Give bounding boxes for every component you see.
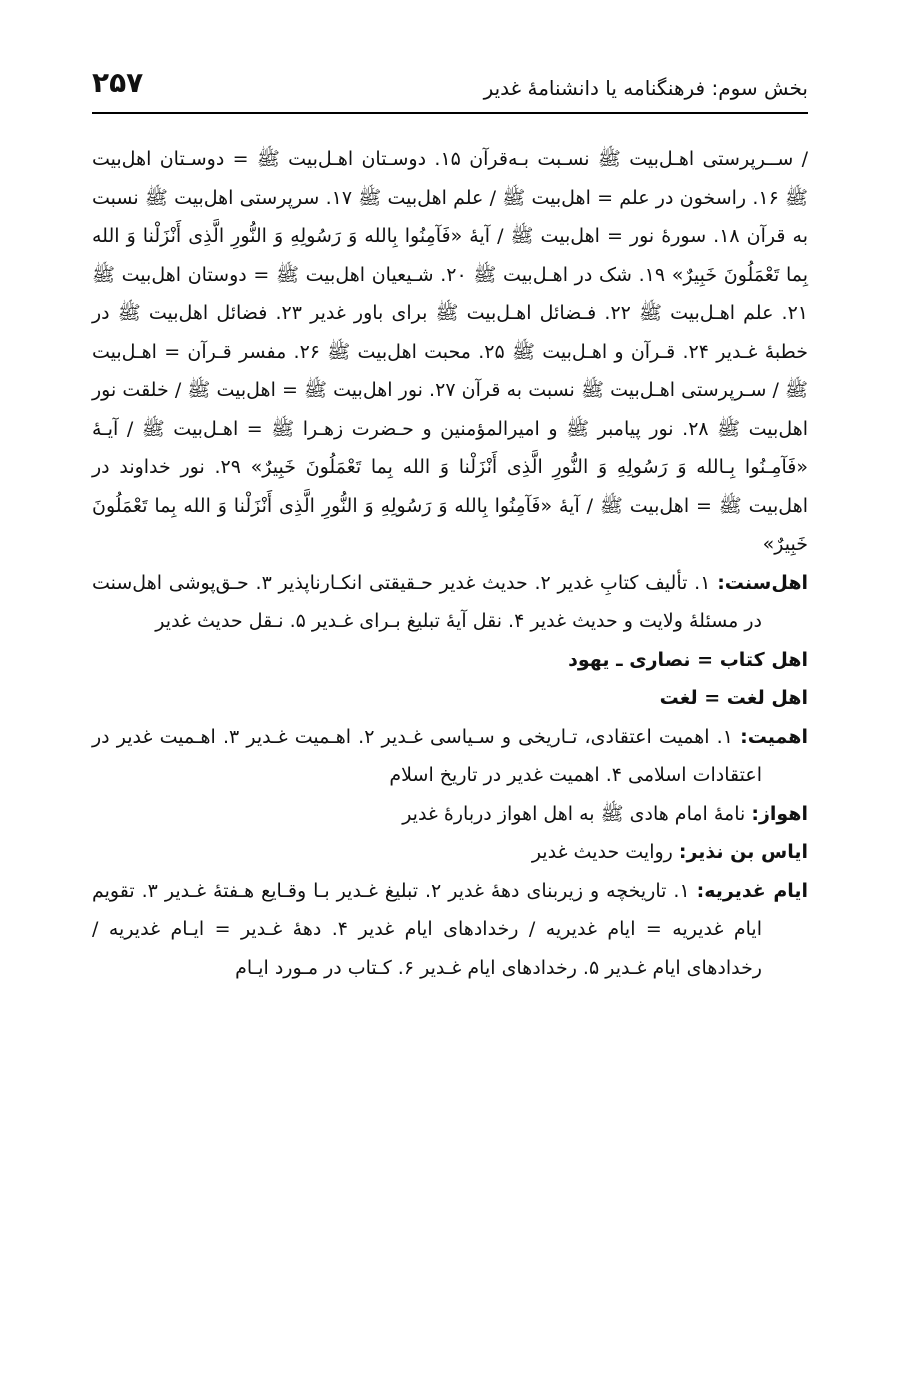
entry-ahl-ketab [92, 641, 808, 680]
entry-term: ایاس بن نذیر: [678, 841, 808, 863]
page-content [92, 140, 808, 987]
entry-term: اهواز: [751, 802, 808, 825]
entry-term: اهمیت: [740, 725, 808, 748]
entry-body: ۱. تألیف کتابِ غدیر ۲. حدیث غدیر حـقیقتی انکـارناپذیر ۳. حـق‌پوشی اهل‌سنت در مسئلهٔ ولایت و حدیث غدیر ۴. نقل آیهٔ تبلیغ بـرای غـدیر ۵. نـقل حدیث غدیر [92, 571, 762, 632]
entry-body: روایت حدیث غدیر [531, 841, 679, 863]
entry-term: اهل لغت = لغت [659, 687, 808, 709]
page-number: ۲۵۷ [92, 66, 144, 99]
entry-ayyam-ghadiriyeh [92, 872, 808, 988]
entry-body: ۱. تاریخچه و زیربنای دههٔ غدیر ۲. تبلیغ غـدیر بـا وقـایع هـفتهٔ غـدیر ۳. تقویم ایام غدیریه = ایام غدیریه / رخدادهای ایام غدیر ۴. دههٔ غـدیر = ایـام غدیریه / رخدادهای ایام غـدیر ۵. رخدادهای ایام غـدیر ۶. کـتاب در مـورد ایـام [92, 879, 763, 979]
entry-ayas-bin-nazir [92, 833, 808, 872]
entry-term: ایام غدیریه: [696, 879, 809, 902]
entry-ahamiyat [92, 718, 808, 795]
page-header [92, 62, 808, 114]
entry-ahl-sunnat [92, 564, 808, 641]
entry-ahl-loghat [92, 679, 808, 718]
entry-term: اهل‌سنت: [717, 571, 809, 594]
entry-body: ۱. اهمیت اعتقادی، تـاریخی و سـیاسی غـدیر ۲. اهـمیت غـدیر ۳. اهـمیت غدیر در اعتقادات اسلامی ۴. اهمیت غدیر در تاریخ اسلام [92, 725, 762, 786]
entry-term: اهل کتاب = نصاری ـ یهود [568, 648, 808, 671]
intro-paragraph: / ســرپرستی اهـل‌بیت ﷺ نسـبت بـه‌قرآن ۱۵. دوسـتان اهـل‌بیت ﷺ = دوسـتان اهل‌بیت ﷺ ۱۶. راسخون در علم = اهل‌بیت ﷺ / علم اهل‌بیت ﷺ ۱۷. سرپرستی اهل‌بیت ﷺ نسبت به قرآن ۱۸. سورهٔ نور = اهل‌بیت ﷺ / آیهٔ «فَآمِنُوا بِالله وَ رَسُولِهِ وَ النُّورِ الَّذِی أَنْزَلْنا وَ الله بِما تَعْمَلُونَ خَبِیرٌ» ۱۹. شک در اهـل‌بیت ﷺ ۲۰. شـیعیان اهل‌بیت ﷺ = دوستان اهل‌بیت ﷺ ۲۱. علم اهـل‌بیت ﷺ ۲۲. فـضائل اهـل‌بیت ﷺ برای باور غدیر ۲۳. فضائل اهل‌بیت ﷺ در خطبهٔ غـدیر ۲۴. قـرآن و اهـل‌بیت ﷺ ۲۵. محبت اهل‌بیت ﷺ ۲۶. مفسر قـرآن = اهـل‌بیت ﷺ / سـرپرستی اهـل‌بیت ﷺ نسبت به قرآن ۲۷. نور اهل‌بیت ﷺ = اهل‌بیت ﷺ / خلقت نور اهل‌بیت ﷺ ۲۸. نور پیامبر ﷺ و امیرالمؤمنین و حـضرت زهـرا ﷺ = اهـل‌بیت ﷺ / آیـهٔ «فَآمِـنُوا بِـالله وَ رَسُولِهِ وَ النُّورِ الَّذِی أَنْزَلْنا وَ الله بِما تَعْمَلُونَ خَبِیرٌ» ۲۹. نور خداوند در اهل‌بیت ﷺ = اهل‌بیت ﷺ / آیهٔ «فَآمِنُوا بِالله وَ رَسُولِهِ وَ النُّورِ الَّذِی أَنْزَلْنا وَ الله بِما تَعْمَلُونَ خَبِیرٌ» [92, 148, 809, 555]
running-title: بخش سوم: فرهنگنامه یا دانشنامهٔ غدیر [483, 76, 808, 100]
entry-ahvaz [92, 795, 808, 834]
entry-body: نامهٔ امام هادی ﷺ به اهل اهواز دربارهٔ غدیر [402, 802, 752, 825]
